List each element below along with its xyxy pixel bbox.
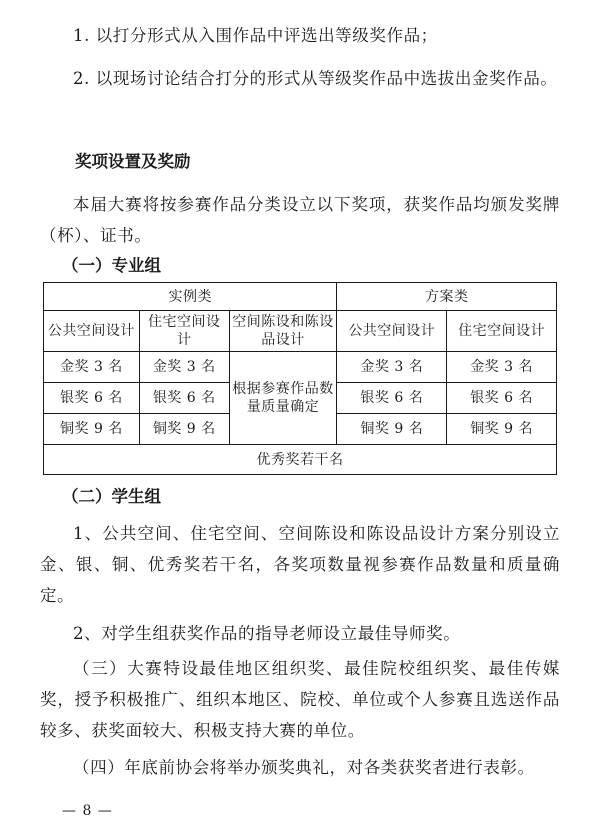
subheader-cell: 住宅空间设计 — [139, 311, 229, 352]
subheader-cell: 公共空间设计 — [337, 311, 447, 352]
table-cell: 铜奖 9 名 — [447, 414, 557, 445]
footer-cell-excellence: 优秀奖若干名 — [44, 445, 557, 475]
header-cell-plan: 方案类 — [337, 283, 557, 311]
paragraph-ceremony: （四）年底前协会将举办颁奖典礼，对各类获奖者进行表彰。 — [73, 758, 535, 777]
table-cell: 银奖 6 名 — [337, 383, 447, 414]
table-cell: 银奖 6 名 — [447, 383, 557, 414]
paragraph-special-awards: （三）大赛特设最佳地区组织奖、最佳院校组织奖、最佳传媒奖，授予积极推广、组织本地区、院校、单位或个人参赛且选送作品较多、获奖面较大、积极支持大赛的单位。 — [40, 659, 560, 740]
table-row-gold — [44, 352, 557, 383]
group-professional-heading: （一）专业组 — [62, 256, 161, 275]
paragraph-intro: 本届大赛将按参赛作品分类设立以下奖项，获奖作品均颁发奖牌（杯）、证书。 — [40, 195, 560, 245]
table-cell: 银奖 6 名 — [139, 383, 229, 414]
table-cell: 金奖 3 名 — [44, 352, 140, 383]
paragraph-rule-1: 1. 以打分形式从入围作品中评选出等级奖作品； — [73, 26, 438, 45]
table-footer-row — [44, 445, 557, 475]
group-student-heading: （二）学生组 — [62, 487, 161, 506]
merged-cell-quantity: 根据参赛作品数量质量确定 — [229, 352, 337, 445]
paragraph-student-2: 2、对学生组获奖作品的指导老师设立最佳导师奖。 — [73, 624, 461, 643]
table-cell: 金奖 3 名 — [337, 352, 447, 383]
table-subheader-row — [44, 311, 557, 352]
table-cell: 金奖 3 名 — [447, 352, 557, 383]
subheader-cell: 住宅空间设计 — [447, 311, 557, 352]
paragraph-student-1: 1、公共空间、住宅空间、空间陈设和陈设品设计方案分别设立金、银、铜、优秀奖若干名，各奖项数量视参赛作品数量和质量确定。 — [40, 524, 560, 605]
section-title: 奖项设置及奖励 — [75, 152, 191, 171]
page-number: — 8 — — [62, 803, 113, 819]
table-cell: 铜奖 9 名 — [139, 414, 229, 445]
table-header-row — [44, 283, 557, 311]
header-cell-case: 实例类 — [44, 283, 337, 311]
subheader-cell: 空间陈设和陈设品设计 — [229, 311, 337, 352]
table-cell: 银奖 6 名 — [44, 383, 140, 414]
awards-table — [43, 282, 557, 475]
table-cell: 铜奖 9 名 — [44, 414, 140, 445]
paragraph-rule-2: 2. 以现场讨论结合打分的形式从等级奖作品中选拔出金奖作品。 — [73, 69, 558, 88]
subheader-cell: 公共空间设计 — [44, 311, 140, 352]
table-cell: 铜奖 9 名 — [337, 414, 447, 445]
table-cell: 金奖 3 名 — [139, 352, 229, 383]
